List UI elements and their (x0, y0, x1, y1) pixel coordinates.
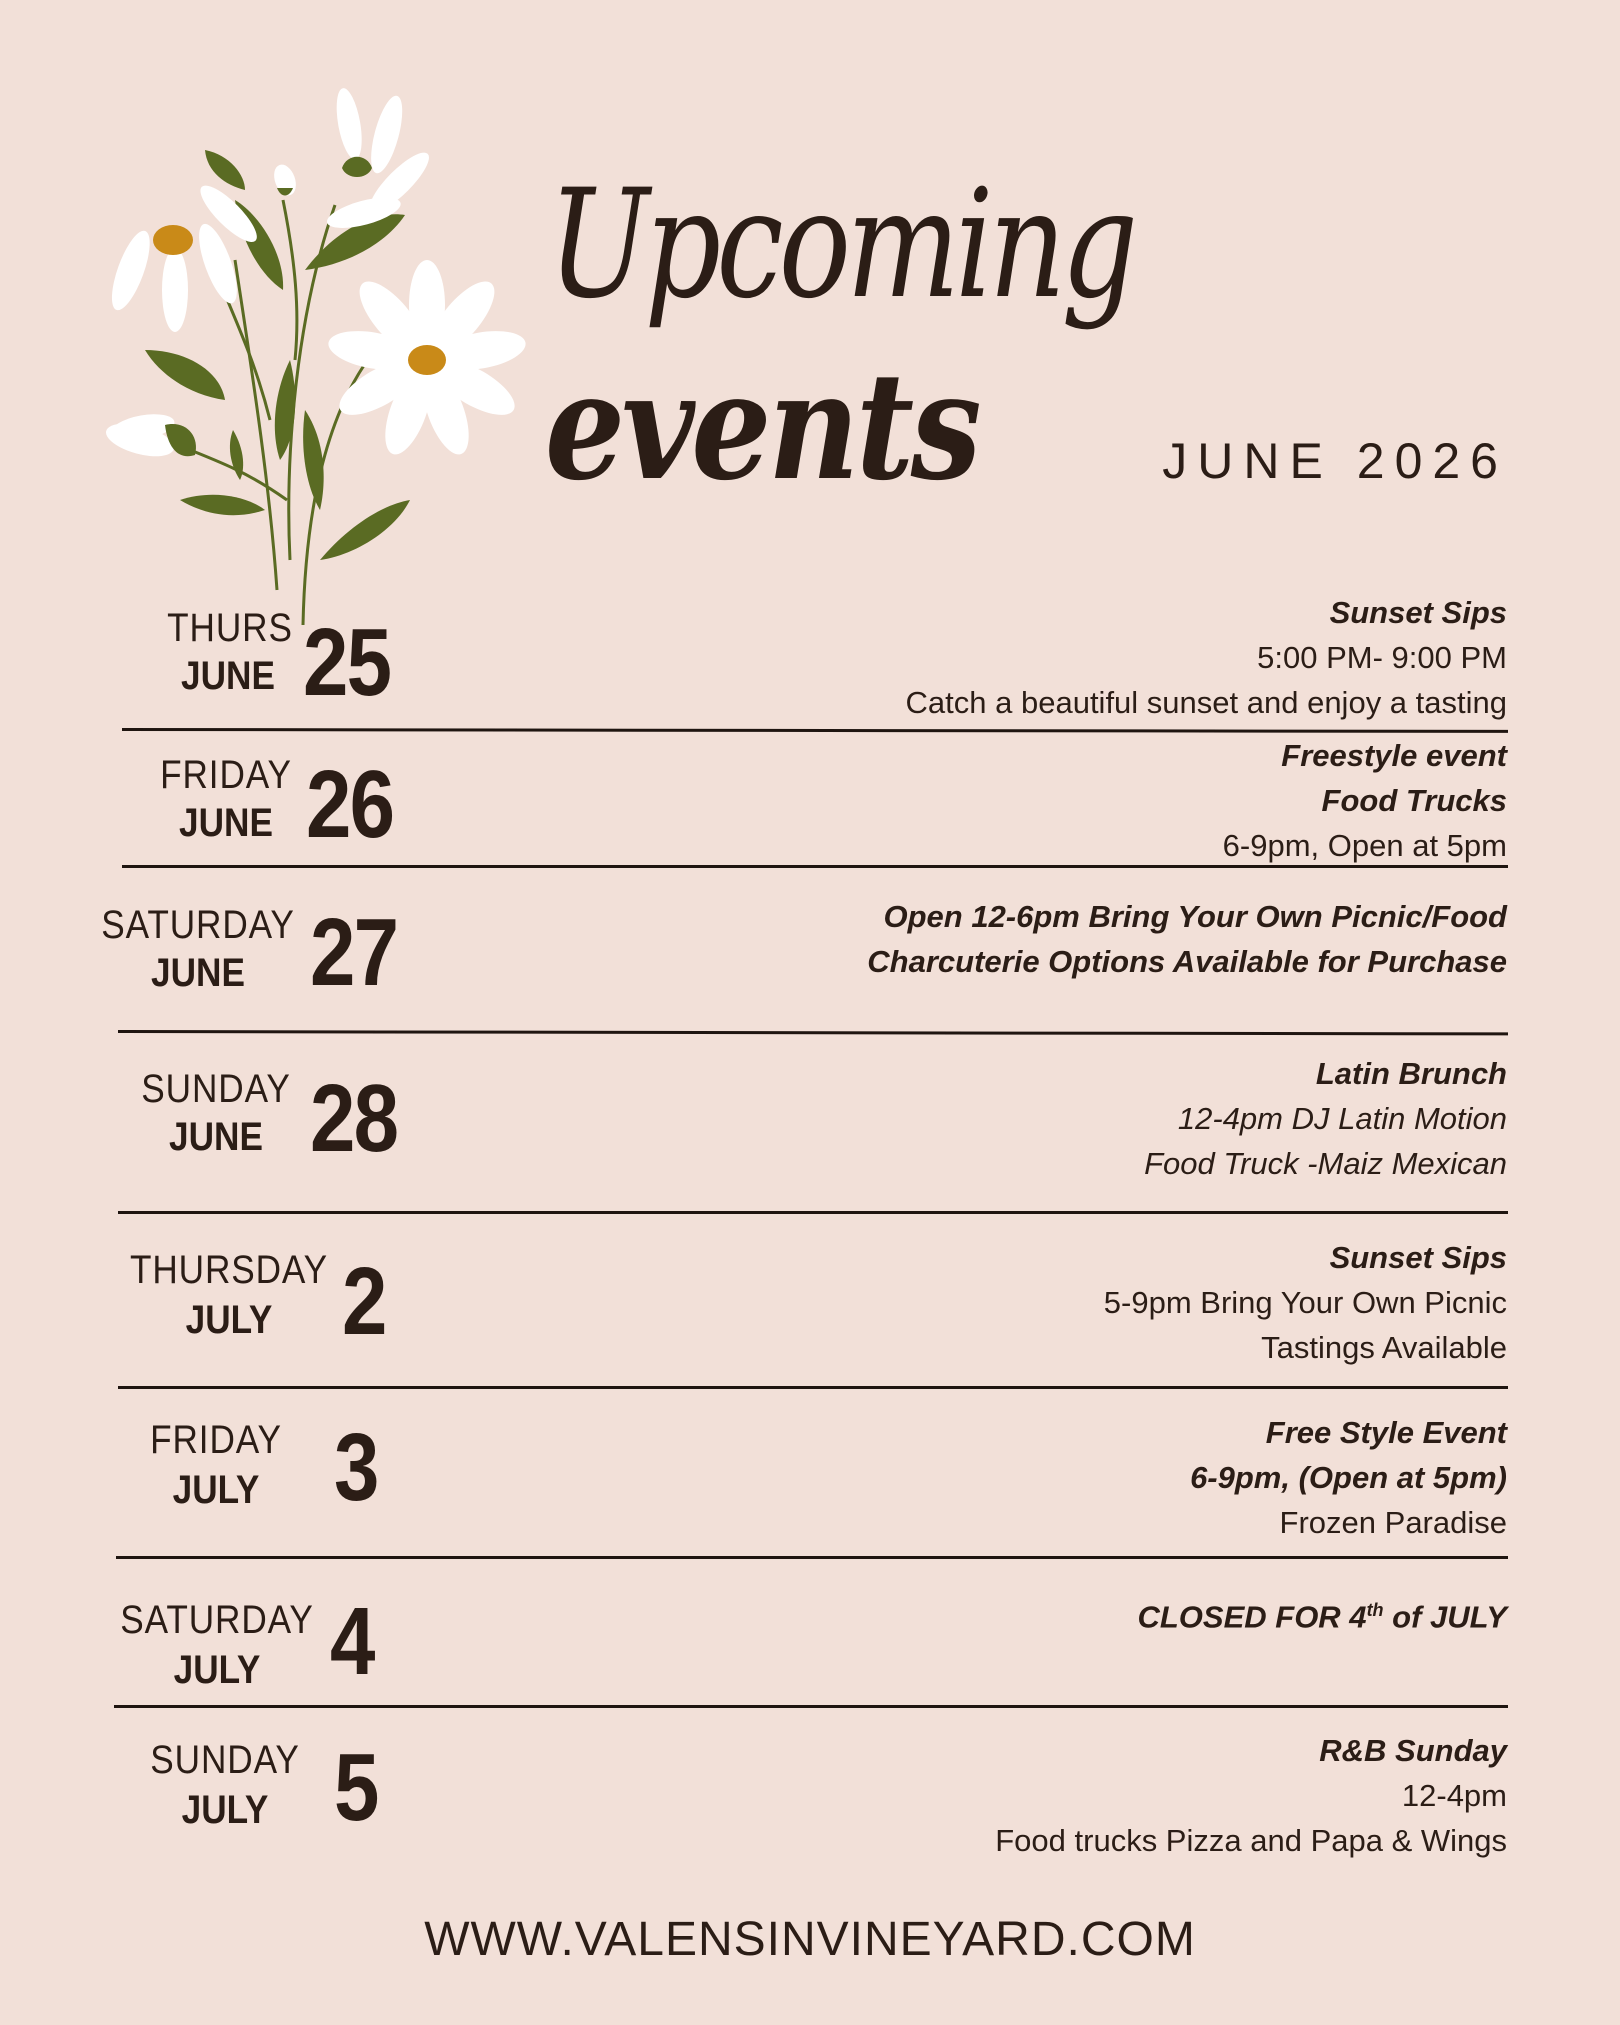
day-name: FRIDAY (160, 753, 292, 797)
event-title: R&B Sunday (1319, 1733, 1507, 1768)
day-name: SUNDAY (141, 1067, 291, 1111)
day-name: FRIDAY (150, 1418, 282, 1462)
day-name: THURSDAY (129, 1248, 329, 1292)
event-line: 12-4pm DJ Latin Motion (1177, 1101, 1507, 1136)
daisy-top (324, 86, 436, 234)
daisy-side (103, 410, 196, 463)
event-details (867, 894, 1507, 984)
day-number: 28 (310, 1065, 398, 1172)
website-link[interactable]: WWW.VALENSINVINEYARD.COM (424, 1913, 1196, 1966)
event-line: Catch a beautiful sunset and enjoy a tasting (905, 685, 1507, 720)
divider (118, 1211, 1508, 1214)
divider (116, 1556, 1508, 1559)
divider (114, 1705, 1508, 1708)
event-line: Food trucks Pizza and Papa & Wings (995, 1823, 1507, 1858)
month-name: JULY (185, 1298, 273, 1342)
day-number: 3 (334, 1414, 378, 1521)
event-details (1223, 733, 1507, 868)
day-number: 4 (330, 1588, 374, 1695)
event-details (1104, 1235, 1507, 1370)
event-line: Food Trucks (1321, 783, 1507, 818)
event-line: 6-9pm, Open at 5pm (1222, 828, 1507, 863)
day-number: 25 (303, 609, 391, 716)
event-details (1190, 1410, 1507, 1545)
event-line: Frozen Paradise (1279, 1505, 1507, 1540)
event-details (995, 1728, 1507, 1863)
superscript: th (1366, 1600, 1384, 1620)
event-line: Tastings Available (1261, 1330, 1507, 1365)
day-number: 27 (310, 899, 398, 1006)
daisy-center (325, 260, 528, 460)
daisy-illustration (95, 60, 535, 640)
event-title: Latin Brunch (1315, 1056, 1507, 1091)
event-line: 6-9pm, (Open at 5pm) (1190, 1460, 1507, 1495)
day-name: THURS (167, 606, 293, 650)
event-line: Charcuterie Options Available for Purchase (867, 944, 1507, 979)
day-number: 5 (334, 1734, 378, 1841)
divider (118, 1386, 1508, 1389)
title-events: events (545, 339, 979, 513)
event-details (1137, 1588, 1507, 1639)
month-name: JUNE (169, 1115, 263, 1159)
daisy-left (104, 178, 264, 332)
event-line: 5:00 PM- 9:00 PM (1257, 640, 1507, 675)
event-details (906, 590, 1507, 725)
event-title: Free Style Event (1265, 1415, 1507, 1450)
month-year-label: JUNE 2026 (1162, 433, 1508, 489)
month-name: JUNE (181, 654, 275, 698)
event-title-text: of JULY (1383, 1599, 1507, 1635)
day-name: SATURDAY (101, 903, 295, 947)
event-line: 12-4pm (1401, 1778, 1507, 1813)
month-name: JUNE (179, 801, 273, 845)
day-number: 2 (342, 1248, 386, 1355)
month-name: JULY (173, 1648, 261, 1692)
divider (118, 1030, 1508, 1035)
day-number: 26 (306, 751, 394, 858)
event-title: Freestyle event (1281, 738, 1507, 773)
daisy-bud (270, 162, 300, 199)
event-line: 5-9pm Bring Your Own Picnic (1103, 1285, 1507, 1320)
event-details (1144, 1051, 1507, 1186)
month-name: JULY (172, 1468, 260, 1512)
month-name: JUNE (151, 951, 245, 995)
day-name: SATURDAY (120, 1598, 314, 1642)
event-title: Sunset Sips (1329, 1240, 1507, 1275)
month-name: JULY (181, 1788, 269, 1832)
event-title-text: CLOSED FOR 4 (1137, 1599, 1367, 1635)
event-line: Food Truck -Maiz Mexican (1144, 1146, 1507, 1181)
divider (122, 865, 1508, 868)
event-title (1137, 1588, 1507, 1639)
day-name: SUNDAY (150, 1738, 300, 1782)
title-upcoming: Upcoming (548, 158, 1134, 332)
event-title: Open 12-6pm Bring Your Own Picnic/Food (883, 899, 1507, 934)
event-title: Sunset Sips (1329, 595, 1507, 630)
